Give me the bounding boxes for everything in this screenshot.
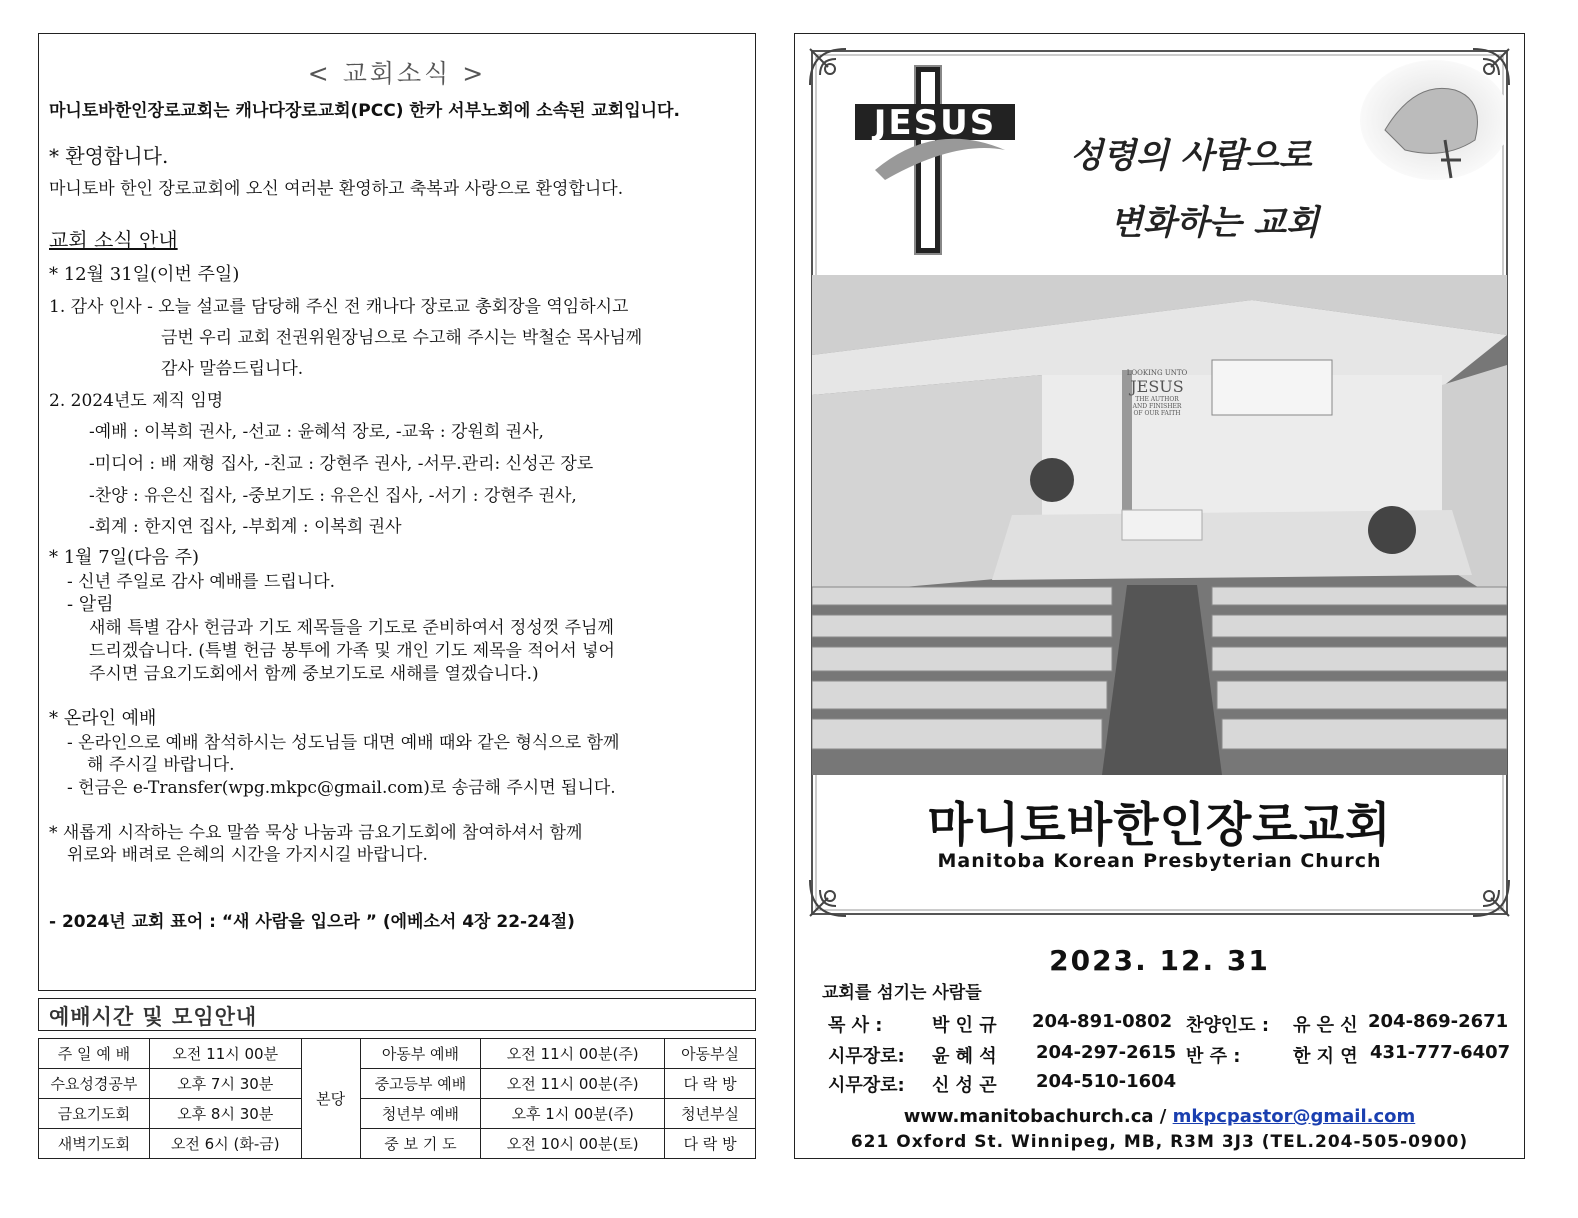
sign-line: THE AUTHOR [1135, 396, 1179, 403]
online-line: - 온라인으로 예배 참석하시는 성도님들 대면 예배 때와 같은 형식으로 함께 [67, 733, 620, 753]
table-row [39, 1099, 756, 1129]
wednesday-line: 위로와 배려로 은혜의 시간을 가지시길 바랍니다. [67, 845, 428, 865]
email-link[interactable]: mkpcpastor@gmail.com [1172, 1106, 1416, 1127]
schedule-time: 오전 11시 00분 [149, 1039, 301, 1069]
looking-unto-jesus-sign [1127, 369, 1188, 417]
schedule-name: 금요기도회 [39, 1099, 150, 1129]
bulletin-date: 2023. 12. 31 [1049, 944, 1270, 977]
schedule-name: 중 보 기 도 [360, 1129, 481, 1159]
staff-role: 시무장로: [828, 1046, 905, 1067]
schedule-name: 수요성경공부 [39, 1069, 150, 1099]
schedule-name: 중고등부 예배 [360, 1069, 481, 1099]
staff-role: 찬양인도 : [1186, 1015, 1270, 1036]
online-heading: * 온라인 예배 [49, 708, 157, 729]
news-title: < 교회소식 > [307, 59, 487, 88]
notice-line: 주시면 금요기도회에서 함께 중보기도로 새해를 열겠습니다.) [89, 664, 539, 684]
staff-name: 박 인 규 [932, 1015, 997, 1036]
schedule-place: 다 락 방 [665, 1069, 756, 1099]
staff-name: 윤 혜 석 [932, 1046, 997, 1067]
staff-phone: 431-777-6407 [1370, 1042, 1511, 1063]
logo-text: JESUS [873, 103, 997, 143]
staff-phone: 204-510-1604 [1036, 1071, 1177, 1092]
slogan-line2: 변화하는 교회 [1110, 203, 1319, 243]
schedule-time: 오전 6시 (화-금) [149, 1129, 301, 1159]
role-line: -회계 : 한지연 집사, -부회계 : 이복희 권사 [89, 517, 402, 537]
schedule-table [38, 1038, 756, 1159]
role-line: -예배 : 이복희 권사, -선교 : 윤혜석 장로, -교육 : 강원희 권사, [89, 422, 544, 442]
schedule-time: 오후 8시 30분 [149, 1099, 301, 1129]
jan7-line: - 신년 주일로 감사 예배를 드립니다. [67, 572, 336, 592]
link-separator: / [1153, 1106, 1173, 1127]
church-news-panel [38, 33, 756, 991]
staff-phone: 204-869-2671 [1368, 1011, 1509, 1032]
website-link[interactable]: www.manitobachurch.ca [903, 1106, 1154, 1127]
item1-line2: 금번 우리 교회 전권위원장님으로 수고해 주시는 박철순 목사님께 [161, 328, 643, 348]
notice-heading: - 알림 [67, 594, 114, 615]
church-name-korean: 마니토바한인장로교회 [927, 798, 1392, 853]
schedule-time: 오후 7시 30분 [149, 1069, 301, 1099]
notice-line: 드리겠습니다. (특별 헌금 봉투에 가족 및 개인 기도 제목을 적어서 넣어 [89, 641, 615, 661]
item1-line1: 1. 감사 인사 - 오늘 설교를 담당해 주신 전 캐나다 장로교 총회장을 역임하시고 [49, 297, 629, 317]
slogan-line1: 성령의 사람으로 [1070, 136, 1312, 176]
church-intro: 마니토바한인장로교회는 캐나다장로교회(PCC) 한카 서부노회에 소속된 교회입니다. [49, 101, 680, 121]
welcome-text: 마니토바 한인 장로교회에 오신 여러분 환영하고 축복과 사랑으로 환영합니다. [49, 179, 624, 199]
staff-title: 교회를 섬기는 사람들 [822, 983, 982, 1003]
sign-main: JESUS [1130, 377, 1184, 396]
staff-role: 목 사 : [828, 1015, 883, 1036]
staff-phone: 204-891-0802 [1032, 1011, 1173, 1032]
item2-heading: 2. 2024년도 제직 임명 [49, 391, 224, 411]
wednesday-line: * 새롭게 시작하는 수요 말씀 묵상 나눔과 금요기도회에 참여하셔서 함께 [49, 823, 583, 843]
welcome-heading: * 환영합니다. [49, 144, 169, 168]
dec31-heading: * 12월 31일(이번 주일) [49, 264, 240, 285]
schedule-name: 새벽기도회 [39, 1129, 150, 1159]
staff-name: 유 은 신 [1293, 1015, 1358, 1036]
staff-role: 반 주 : [1186, 1046, 1241, 1067]
role-line: -찬양 : 유은신 집사, -중보기도 : 유은신 집사, -서기 : 강현주 권사, [89, 486, 577, 506]
news-section-heading: 교회 소식 안내 [49, 228, 178, 252]
schedule-title: 예배시간 및 모임안내 [38, 998, 756, 1031]
table-row [39, 1069, 756, 1099]
sign-top: LOOKING UNTO [1126, 369, 1188, 377]
jan7-heading: * 1월 7일(다음 주) [49, 547, 200, 568]
schedule-time: 오전 10시 00분(토) [481, 1129, 665, 1159]
staff-phone: 204-297-2615 [1036, 1042, 1177, 1063]
table-row [39, 1129, 756, 1159]
schedule-time: 오후 1시 00분(주) [481, 1099, 665, 1129]
schedule-time: 오전 11시 00분(주) [481, 1069, 665, 1099]
schedule-time: 오전 11시 00분(주) [481, 1039, 665, 1069]
schedule-location: 본당 [301, 1039, 360, 1159]
church-motto: - 2024년 교회 표어 : “새 사람을 입으라 ” (에베소서 4장 22-24절) [49, 912, 575, 932]
online-line: 해 주시길 바랍니다. [87, 755, 235, 775]
praying-hands-image [1355, 60, 1505, 190]
schedule-name: 주 일 예 배 [39, 1039, 150, 1069]
staff-role: 시무장로: [828, 1075, 905, 1096]
online-line: - 헌금은 e-Transfer(wpg.mkpc@gmail.com)로 송금해 주시면 됩니다. [67, 778, 616, 798]
contact-links [806, 1106, 1513, 1127]
item1-line3: 감사 말씀드립니다. [161, 359, 304, 379]
sanctuary-photo [812, 275, 1507, 775]
table-row [39, 1039, 756, 1069]
role-line: -미디어 : 배 재형 집사, -친교 : 강현주 권사, -서무.관리: 신성곤 장로 [89, 454, 594, 474]
jesus-cross-logo-icon [855, 60, 1015, 256]
sign-line: AND FINISHER [1132, 403, 1182, 410]
schedule-place: 청년부실 [665, 1099, 756, 1129]
schedule-place: 다 락 방 [665, 1129, 756, 1159]
schedule-place: 아동부실 [665, 1039, 756, 1069]
church-address: 621 Oxford St. Winnipeg, MB, R3M 3J3 (TEL.204-505-0900) [850, 1132, 1469, 1152]
notice-line: 새해 특별 감사 헌금과 기도 제목들을 기도로 준비하여서 정성껏 주님께 [89, 618, 614, 638]
staff-name: 한 지 연 [1293, 1046, 1358, 1067]
staff-name: 신 성 곤 [932, 1075, 997, 1096]
church-name-english: Manitoba Korean Presbyterian Church [937, 850, 1382, 872]
schedule-name: 아동부 예배 [360, 1039, 481, 1069]
schedule-name: 청년부 예배 [360, 1099, 481, 1129]
sign-line: OF OUR FAITH [1133, 410, 1181, 417]
